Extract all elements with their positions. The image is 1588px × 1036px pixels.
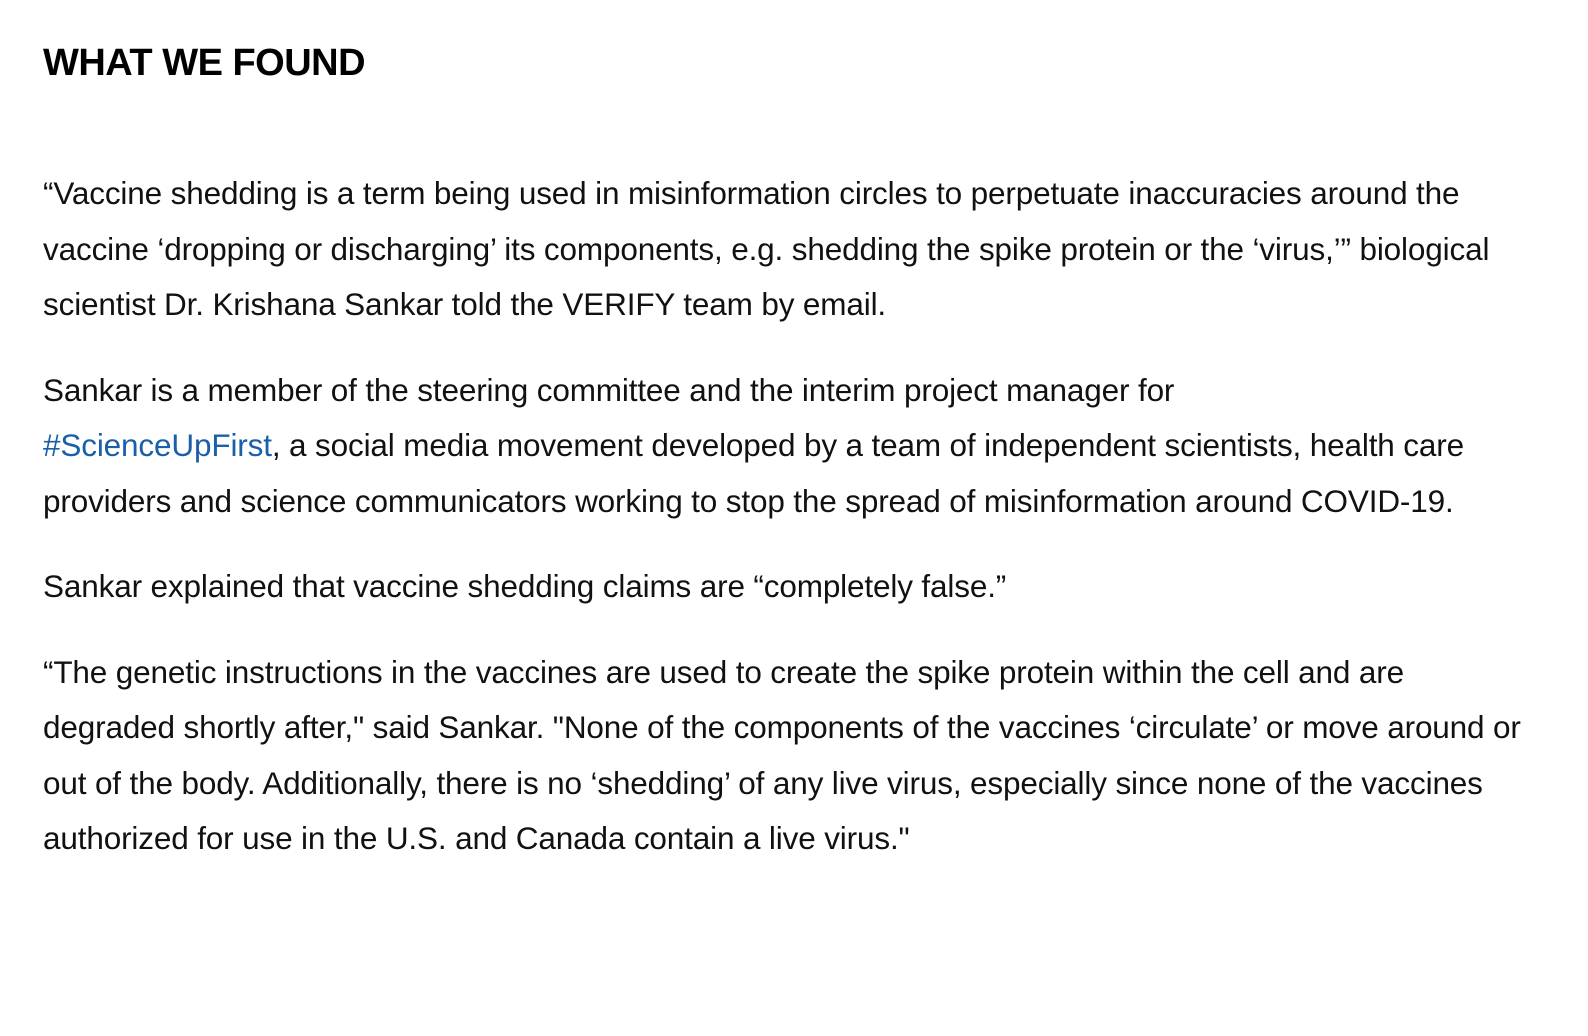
paragraph-text: , a social media movement developed by a team of independent scientists, health care providers and science communicators working to stop the spread of misinformation around COVID-19. — [43, 427, 1464, 519]
paragraph-quote-explanation: “The genetic instructions in the vaccines are used to create the spike protein within the cell and are degraded shortly after," said Sankar. "None of the components of the vaccines ‘circulate’ or move around or out of the body. Additionally, there is no ‘shedding’ of any live virus, especially since none of the vaccines authorized for use in the U.S. and Canada contain a live virus." — [43, 653, 1521, 856]
paragraph-quote-definition: “Vaccine shedding is a term being used in misinformation circles to perpetuate inaccuracies around the vaccine ‘dropping or discharging’ its components, e.g. shedding the spike protein or the ‘virus,’” biological scientist Dr. Krishana Sankar told the VERIFY team by email. — [43, 175, 1490, 322]
section-heading: WHAT WE FOUND — [43, 42, 366, 84]
paragraph-sankar-role — [43, 363, 1543, 530]
paragraph-claim-false: Sankar explained that vaccine shedding claims are “completely false.” — [43, 568, 1007, 604]
paragraph-text: Sankar is a member of the steering committee and the interim project manager for — [43, 371, 1175, 408]
article-body — [43, 166, 1543, 897]
scienceupfirst-link[interactable]: #ScienceUpFirst — [43, 427, 272, 463]
